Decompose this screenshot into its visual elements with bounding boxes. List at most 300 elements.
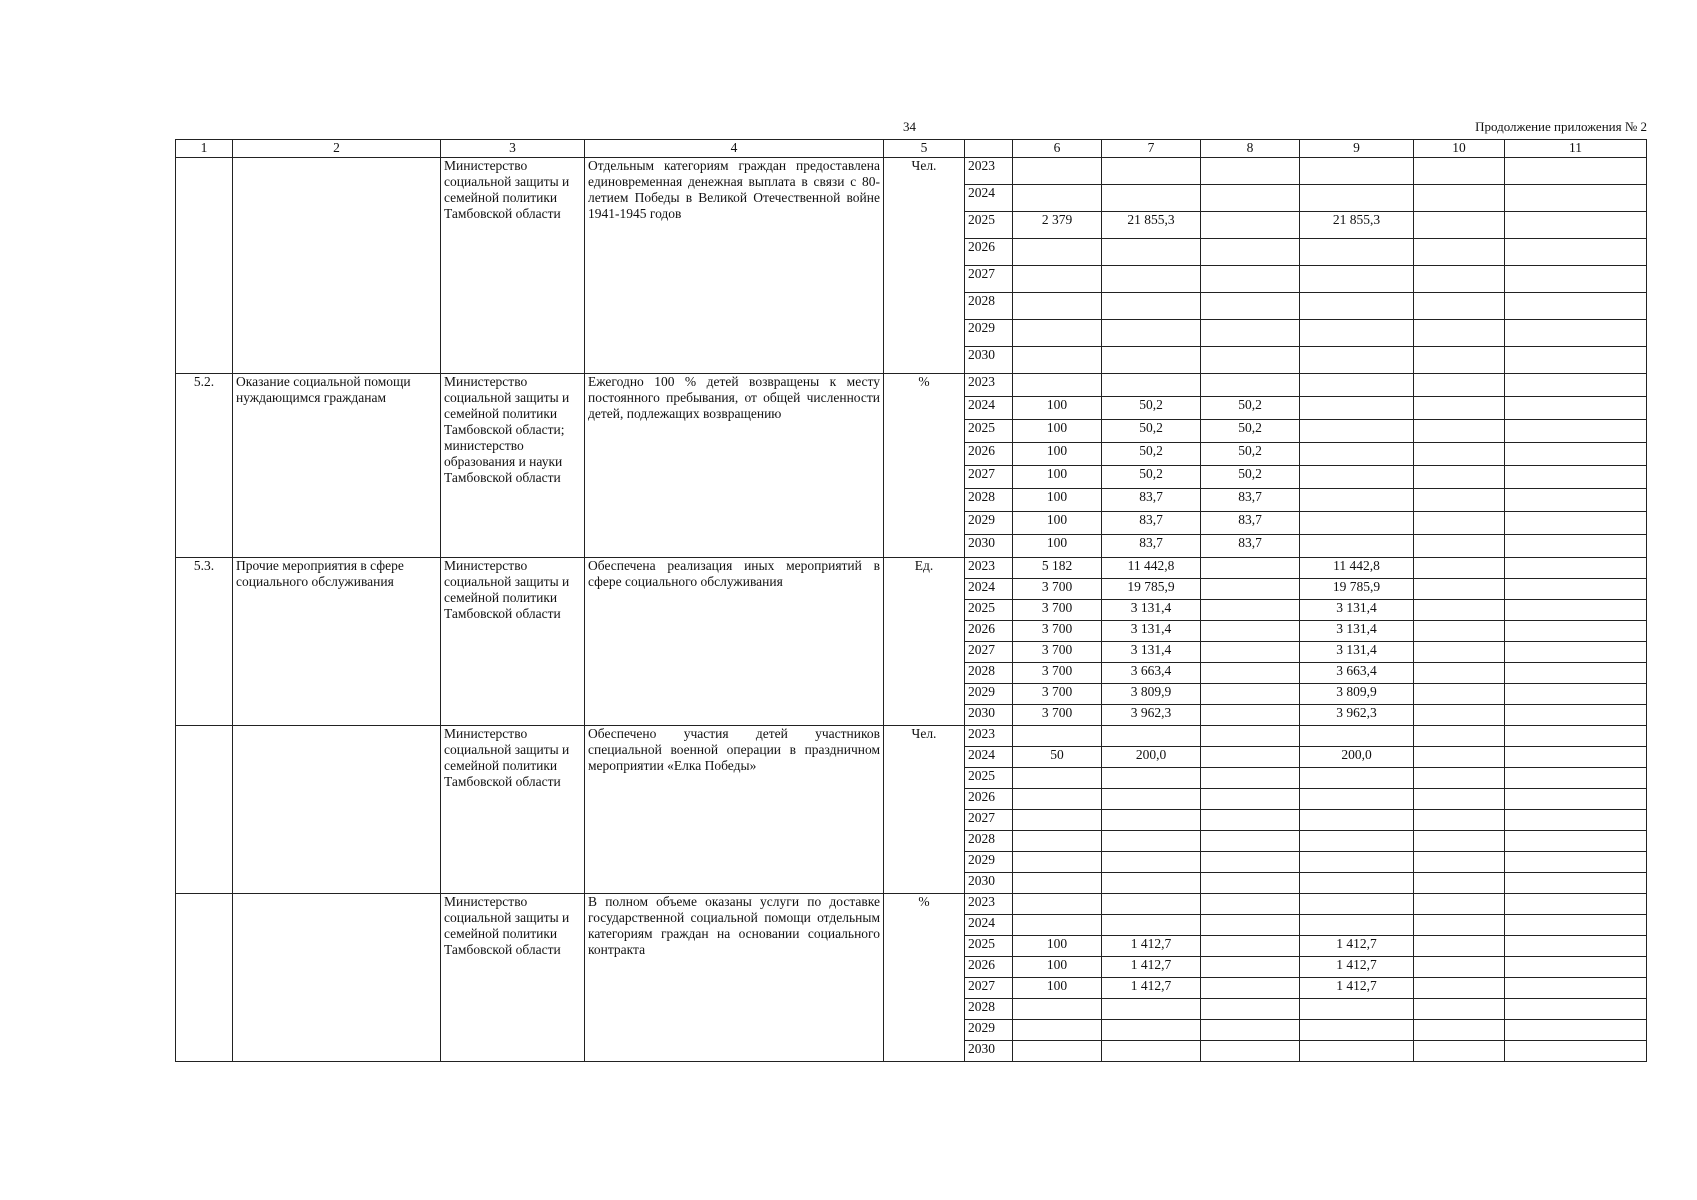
value-col9 <box>1300 397 1414 420</box>
page-number: 34 <box>903 119 916 134</box>
value-col6 <box>1013 374 1102 397</box>
value-col6: 2 379 <box>1013 212 1102 239</box>
value-col7: 3 131,4 <box>1102 621 1201 642</box>
value-col9 <box>1300 789 1414 810</box>
value-col11 <box>1505 915 1647 936</box>
value-col10 <box>1414 374 1505 397</box>
responsible-executor: Министерство социальной защиты и семейной политики Тамбовской области <box>441 558 585 726</box>
value-col9: 3 809,9 <box>1300 684 1414 705</box>
value-col8 <box>1201 558 1300 579</box>
value-col6 <box>1013 852 1102 873</box>
value-col8 <box>1201 915 1300 936</box>
value-col11 <box>1505 1041 1647 1062</box>
header-cell: 2 <box>233 140 441 158</box>
value-col10 <box>1414 1041 1505 1062</box>
value-col10 <box>1414 852 1505 873</box>
value-col11 <box>1505 936 1647 957</box>
value-col8 <box>1201 978 1300 999</box>
value-col9 <box>1300 535 1414 558</box>
value-col10 <box>1414 831 1505 852</box>
value-col8 <box>1201 320 1300 347</box>
value-col8 <box>1201 1020 1300 1041</box>
value-col11 <box>1505 684 1647 705</box>
table-row <box>176 558 1647 579</box>
value-col8 <box>1201 642 1300 663</box>
value-col7: 3 663,4 <box>1102 663 1201 684</box>
value-col9 <box>1300 239 1414 266</box>
value-col11 <box>1505 999 1647 1020</box>
header-cell: 10 <box>1414 140 1505 158</box>
value-col9 <box>1300 915 1414 936</box>
value-col6: 100 <box>1013 512 1102 535</box>
value-col10 <box>1414 466 1505 489</box>
value-col7 <box>1102 1041 1201 1062</box>
value-col8 <box>1201 621 1300 642</box>
value-col7 <box>1102 347 1201 374</box>
value-col11 <box>1505 347 1647 374</box>
unit-of-measure: Ед. <box>884 558 965 726</box>
value-col7 <box>1102 158 1201 185</box>
value-col8: 83,7 <box>1201 535 1300 558</box>
year-cell: 2030 <box>965 873 1013 894</box>
year-cell: 2030 <box>965 535 1013 558</box>
value-col11 <box>1505 374 1647 397</box>
year-cell: 2030 <box>965 1041 1013 1062</box>
value-col11 <box>1505 600 1647 621</box>
header-cell: 7 <box>1102 140 1201 158</box>
value-col7: 83,7 <box>1102 512 1201 535</box>
value-col6 <box>1013 768 1102 789</box>
continuation-note: Продолжение приложения № 2 <box>1475 119 1647 134</box>
value-col10 <box>1414 936 1505 957</box>
value-col11 <box>1505 831 1647 852</box>
value-col9: 3 663,4 <box>1300 663 1414 684</box>
value-col9 <box>1300 810 1414 831</box>
value-col11 <box>1505 957 1647 978</box>
value-col10 <box>1414 726 1505 747</box>
value-col7 <box>1102 768 1201 789</box>
value-col10 <box>1414 489 1505 512</box>
value-col11 <box>1505 185 1647 212</box>
value-col6: 100 <box>1013 957 1102 978</box>
header-cell: 6 <box>1013 140 1102 158</box>
year-cell: 2023 <box>965 374 1013 397</box>
value-col6 <box>1013 320 1102 347</box>
value-col6: 50 <box>1013 747 1102 768</box>
year-cell: 2028 <box>965 489 1013 512</box>
value-col7: 50,2 <box>1102 466 1201 489</box>
value-col6 <box>1013 1020 1102 1041</box>
value-col9 <box>1300 768 1414 789</box>
value-col7 <box>1102 320 1201 347</box>
value-col7: 83,7 <box>1102 489 1201 512</box>
value-col6 <box>1013 894 1102 915</box>
row-index: 5.3. <box>176 558 233 726</box>
value-col6: 100 <box>1013 978 1102 999</box>
value-col10 <box>1414 579 1505 600</box>
year-cell: 2023 <box>965 158 1013 185</box>
header-cell: 1 <box>176 140 233 158</box>
year-cell: 2026 <box>965 789 1013 810</box>
year-cell: 2024 <box>965 579 1013 600</box>
value-col9 <box>1300 873 1414 894</box>
year-cell: 2027 <box>965 266 1013 293</box>
value-col9 <box>1300 852 1414 873</box>
value-col7 <box>1102 810 1201 831</box>
value-col9 <box>1300 1020 1414 1041</box>
value-col11 <box>1505 705 1647 726</box>
value-col7: 3 131,4 <box>1102 642 1201 663</box>
value-col7: 83,7 <box>1102 535 1201 558</box>
value-col6: 100 <box>1013 466 1102 489</box>
value-col7: 1 412,7 <box>1102 936 1201 957</box>
value-col11 <box>1505 420 1647 443</box>
value-col8 <box>1201 747 1300 768</box>
year-cell: 2027 <box>965 978 1013 999</box>
value-col10 <box>1414 642 1505 663</box>
value-col6: 100 <box>1013 420 1102 443</box>
value-col10 <box>1414 535 1505 558</box>
year-cell: 2029 <box>965 512 1013 535</box>
value-col6 <box>1013 1041 1102 1062</box>
year-cell: 2030 <box>965 347 1013 374</box>
value-col8 <box>1201 684 1300 705</box>
value-col6: 100 <box>1013 535 1102 558</box>
value-col6 <box>1013 726 1102 747</box>
unit-of-measure: Чел. <box>884 726 965 894</box>
value-col8: 50,2 <box>1201 443 1300 466</box>
value-col6: 100 <box>1013 397 1102 420</box>
value-col7 <box>1102 894 1201 915</box>
value-col11 <box>1505 663 1647 684</box>
year-cell: 2027 <box>965 466 1013 489</box>
value-col10 <box>1414 705 1505 726</box>
value-col8 <box>1201 239 1300 266</box>
value-col7: 1 412,7 <box>1102 957 1201 978</box>
value-col6 <box>1013 915 1102 936</box>
value-col10 <box>1414 266 1505 293</box>
value-col11 <box>1505 768 1647 789</box>
value-col10 <box>1414 621 1505 642</box>
value-col8 <box>1201 936 1300 957</box>
value-col8 <box>1201 957 1300 978</box>
value-col9: 21 855,3 <box>1300 212 1414 239</box>
value-col11 <box>1505 443 1647 466</box>
value-col10 <box>1414 239 1505 266</box>
value-col11 <box>1505 489 1647 512</box>
value-col7 <box>1102 266 1201 293</box>
year-cell: 2030 <box>965 705 1013 726</box>
value-col9 <box>1300 374 1414 397</box>
value-col11 <box>1505 810 1647 831</box>
value-col9 <box>1300 443 1414 466</box>
responsible-executor: Министерство социальной защиты и семейной политики Тамбовской области <box>441 726 585 894</box>
header-cell: 11 <box>1505 140 1647 158</box>
value-col10 <box>1414 957 1505 978</box>
expected-result: Обеспечена реализация иных мероприятий в сфере социального обслуживания <box>585 558 884 726</box>
value-col7: 3 809,9 <box>1102 684 1201 705</box>
value-col10 <box>1414 978 1505 999</box>
header-cell: 4 <box>585 140 884 158</box>
value-col8 <box>1201 212 1300 239</box>
value-col8 <box>1201 579 1300 600</box>
row-index <box>176 726 233 894</box>
value-col11 <box>1505 466 1647 489</box>
value-col10 <box>1414 663 1505 684</box>
value-col9: 3 131,4 <box>1300 642 1414 663</box>
value-col9: 200,0 <box>1300 747 1414 768</box>
value-col11 <box>1505 397 1647 420</box>
value-col7: 50,2 <box>1102 420 1201 443</box>
year-cell: 2028 <box>965 999 1013 1020</box>
value-col10 <box>1414 347 1505 374</box>
value-col10 <box>1414 810 1505 831</box>
value-col7 <box>1102 374 1201 397</box>
value-col11 <box>1505 642 1647 663</box>
table-body <box>176 158 1647 1062</box>
value-col7 <box>1102 293 1201 320</box>
value-col9: 11 442,8 <box>1300 558 1414 579</box>
value-col8 <box>1201 293 1300 320</box>
value-col7: 11 442,8 <box>1102 558 1201 579</box>
value-col10 <box>1414 1020 1505 1041</box>
value-col7: 3 131,4 <box>1102 600 1201 621</box>
year-cell: 2025 <box>965 768 1013 789</box>
value-col9: 3 962,3 <box>1300 705 1414 726</box>
value-col7 <box>1102 831 1201 852</box>
value-col7: 3 962,3 <box>1102 705 1201 726</box>
value-col6 <box>1013 239 1102 266</box>
value-col6 <box>1013 347 1102 374</box>
year-cell: 2029 <box>965 684 1013 705</box>
row-index <box>176 158 233 374</box>
value-col6: 3 700 <box>1013 579 1102 600</box>
value-col9: 19 785,9 <box>1300 579 1414 600</box>
value-col10 <box>1414 293 1505 320</box>
value-col9: 1 412,7 <box>1300 957 1414 978</box>
value-col8: 50,2 <box>1201 397 1300 420</box>
value-col9: 3 131,4 <box>1300 600 1414 621</box>
value-col9 <box>1300 185 1414 212</box>
value-col9 <box>1300 466 1414 489</box>
measure-name <box>233 726 441 894</box>
value-col11 <box>1505 512 1647 535</box>
header-cell-year <box>965 140 1013 158</box>
header-cell: 8 <box>1201 140 1300 158</box>
value-col11 <box>1505 894 1647 915</box>
value-col10 <box>1414 894 1505 915</box>
value-col9: 3 131,4 <box>1300 621 1414 642</box>
value-col10 <box>1414 420 1505 443</box>
year-cell: 2025 <box>965 420 1013 443</box>
value-col6 <box>1013 789 1102 810</box>
value-col6: 100 <box>1013 936 1102 957</box>
value-col6 <box>1013 293 1102 320</box>
value-col8: 50,2 <box>1201 420 1300 443</box>
responsible-executor: Министерство социальной защиты и семейной политики Тамбовской области; министерство образования и науки Тамбовской области <box>441 374 585 558</box>
value-col6 <box>1013 158 1102 185</box>
value-col10 <box>1414 443 1505 466</box>
year-cell: 2025 <box>965 212 1013 239</box>
value-col8 <box>1201 726 1300 747</box>
value-col10 <box>1414 185 1505 212</box>
value-col6: 3 700 <box>1013 684 1102 705</box>
table-row <box>176 894 1647 915</box>
value-col9 <box>1300 831 1414 852</box>
value-col8 <box>1201 185 1300 212</box>
value-col8 <box>1201 999 1300 1020</box>
value-col6 <box>1013 185 1102 212</box>
value-col6: 3 700 <box>1013 600 1102 621</box>
value-col9: 1 412,7 <box>1300 978 1414 999</box>
value-col8 <box>1201 347 1300 374</box>
value-col11 <box>1505 852 1647 873</box>
value-col7: 50,2 <box>1102 443 1201 466</box>
header-cell: 9 <box>1300 140 1414 158</box>
value-col9 <box>1300 347 1414 374</box>
value-col9 <box>1300 293 1414 320</box>
value-col7 <box>1102 726 1201 747</box>
appendix-table <box>175 139 1647 1062</box>
value-col11 <box>1505 558 1647 579</box>
value-col6 <box>1013 873 1102 894</box>
value-col6: 100 <box>1013 443 1102 466</box>
value-col10 <box>1414 600 1505 621</box>
value-col11 <box>1505 293 1647 320</box>
value-col7 <box>1102 1020 1201 1041</box>
value-col11 <box>1505 579 1647 600</box>
year-cell: 2026 <box>965 443 1013 466</box>
value-col10 <box>1414 747 1505 768</box>
value-col10 <box>1414 873 1505 894</box>
year-cell: 2026 <box>965 957 1013 978</box>
value-col8: 83,7 <box>1201 512 1300 535</box>
value-col11 <box>1505 212 1647 239</box>
value-col9 <box>1300 512 1414 535</box>
header-row <box>176 140 1647 158</box>
header-cell: 3 <box>441 140 585 158</box>
value-col9 <box>1300 420 1414 443</box>
value-col10 <box>1414 558 1505 579</box>
year-cell: 2023 <box>965 726 1013 747</box>
value-col11 <box>1505 873 1647 894</box>
value-col7: 200,0 <box>1102 747 1201 768</box>
value-col8 <box>1201 663 1300 684</box>
value-col6 <box>1013 810 1102 831</box>
value-col11 <box>1505 978 1647 999</box>
value-col7 <box>1102 185 1201 212</box>
row-index <box>176 894 233 1062</box>
value-col10 <box>1414 158 1505 185</box>
value-col10 <box>1414 397 1505 420</box>
year-cell: 2027 <box>965 810 1013 831</box>
value-col6 <box>1013 266 1102 293</box>
year-cell: 2026 <box>965 239 1013 266</box>
value-col8 <box>1201 789 1300 810</box>
year-cell: 2028 <box>965 663 1013 684</box>
value-col8 <box>1201 705 1300 726</box>
year-cell: 2024 <box>965 747 1013 768</box>
value-col7: 21 855,3 <box>1102 212 1201 239</box>
value-col6: 100 <box>1013 489 1102 512</box>
value-col8 <box>1201 831 1300 852</box>
row-index: 5.2. <box>176 374 233 558</box>
unit-of-measure: Чел. <box>884 158 965 374</box>
value-col10 <box>1414 789 1505 810</box>
value-col6: 3 700 <box>1013 621 1102 642</box>
value-col10 <box>1414 915 1505 936</box>
header-cell: 5 <box>884 140 965 158</box>
year-cell: 2029 <box>965 852 1013 873</box>
responsible-executor: Министерство социальной защиты и семейной политики Тамбовской области <box>441 894 585 1062</box>
table-row <box>176 726 1647 747</box>
year-cell: 2026 <box>965 621 1013 642</box>
value-col9 <box>1300 726 1414 747</box>
table-row <box>176 158 1647 185</box>
expected-result: Отдельным категориям граждан предоставлена единовременная денежная выплата в связи с 80-летием Победы в Великой Отечественной войне 1941-1945 годов <box>585 158 884 374</box>
value-col11 <box>1505 747 1647 768</box>
year-cell: 2028 <box>965 293 1013 320</box>
value-col7 <box>1102 999 1201 1020</box>
year-cell: 2023 <box>965 558 1013 579</box>
unit-of-measure: % <box>884 374 965 558</box>
expected-result: В полном объеме оказаны услуги по доставке государственной социальной помощи отдельным категориям граждан на основании социального контракта <box>585 894 884 1062</box>
measure-name <box>233 894 441 1062</box>
year-cell: 2027 <box>965 642 1013 663</box>
value-col10 <box>1414 512 1505 535</box>
value-col6: 5 182 <box>1013 558 1102 579</box>
value-col10 <box>1414 999 1505 1020</box>
year-cell: 2024 <box>965 915 1013 936</box>
value-col8 <box>1201 158 1300 185</box>
value-col9 <box>1300 894 1414 915</box>
value-col7: 50,2 <box>1102 397 1201 420</box>
year-cell: 2025 <box>965 936 1013 957</box>
value-col9 <box>1300 489 1414 512</box>
value-col7: 1 412,7 <box>1102 978 1201 999</box>
value-col8 <box>1201 600 1300 621</box>
value-col8 <box>1201 894 1300 915</box>
value-col8 <box>1201 1041 1300 1062</box>
year-cell: 2029 <box>965 320 1013 347</box>
value-col11 <box>1505 789 1647 810</box>
year-cell: 2025 <box>965 600 1013 621</box>
year-cell: 2029 <box>965 1020 1013 1041</box>
value-col9 <box>1300 320 1414 347</box>
year-cell: 2023 <box>965 894 1013 915</box>
value-col6: 3 700 <box>1013 705 1102 726</box>
value-col9 <box>1300 1041 1414 1062</box>
value-col9 <box>1300 999 1414 1020</box>
value-col8 <box>1201 374 1300 397</box>
measure-name: Оказание социальной помощи нуждающимся гражданам <box>233 374 441 558</box>
value-col11 <box>1505 1020 1647 1041</box>
value-col11 <box>1505 266 1647 293</box>
table-row <box>176 374 1647 397</box>
value-col10 <box>1414 212 1505 239</box>
value-col6 <box>1013 999 1102 1020</box>
value-col9 <box>1300 158 1414 185</box>
measure-name <box>233 158 441 374</box>
value-col11 <box>1505 726 1647 747</box>
value-col9: 1 412,7 <box>1300 936 1414 957</box>
value-col8 <box>1201 852 1300 873</box>
value-col8: 50,2 <box>1201 466 1300 489</box>
value-col11 <box>1505 158 1647 185</box>
value-col7: 19 785,9 <box>1102 579 1201 600</box>
value-col8: 83,7 <box>1201 489 1300 512</box>
year-cell: 2028 <box>965 831 1013 852</box>
